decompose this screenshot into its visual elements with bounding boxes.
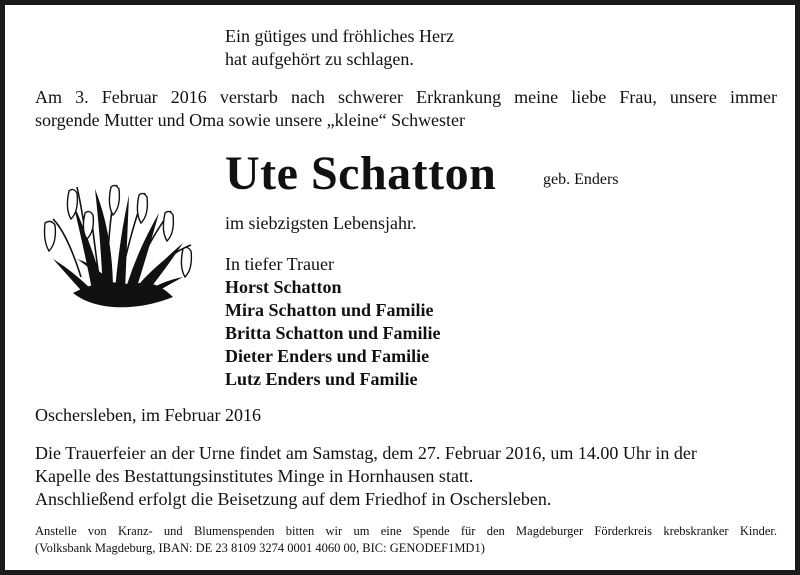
funeral-details [35, 442, 697, 511]
funeral-line-3: Anschließend erfolgt die Beisetzung auf dem Friedhof in Oschersleben. [35, 489, 552, 509]
mourner-name: Lutz Enders und Familie [225, 369, 418, 389]
mourners-header: In tiefer Trauer [225, 254, 334, 274]
mourner-name: Mira Schatton und Familie [225, 300, 434, 320]
mourner-name: Dieter Enders und Familie [225, 346, 430, 366]
deceased-name: Ute Schatton [225, 147, 497, 200]
intro-verse [225, 25, 454, 71]
birth-name: geb. Enders [543, 171, 619, 188]
snowdrop-flowers-icon [33, 173, 201, 313]
mourner-name: Horst Schatton [225, 277, 342, 297]
announcement-line-2: sorgende Mutter und Oma sowie unsere „kleine“ Schwester [35, 110, 466, 130]
donation-line-1: Anstelle von Kranz- und Blumenspenden bitten wir um eine Spende für den Magdeburger Förderkreis krebskranker Kinder. [35, 524, 777, 538]
intro-line-2: hat aufgehört zu schlagen. [225, 49, 414, 69]
age-text: im siebzigsten Lebensjahr. [225, 213, 417, 233]
mourner-name: Britta Schatton und Familie [225, 323, 441, 343]
place-date: Oschersleben, im Februar 2016 [35, 405, 261, 425]
funeral-line-1: Die Trauerfeier an der Urne findet am Samstag, dem 27. Februar 2016, um 14.00 Uhr in der [35, 443, 697, 463]
donation-request [35, 523, 777, 557]
funeral-line-2: Kapelle des Bestattungsinstitutes Minge in Hornhausen statt. [35, 466, 474, 486]
announcement-line-1: Am 3. Februar 2016 verstarb nach schwerer Erkrankung meine liebe Frau, unsere immer [35, 87, 777, 107]
donation-line-2: (Volksbank Magdeburg, IBAN: DE 23 8109 3274 0001 4060 00, BIC: GENODEF1MD1) [35, 541, 485, 555]
intro-line-1: Ein gütiges und fröhliches Herz [225, 26, 454, 46]
mourners-block [225, 253, 441, 391]
death-announcement [35, 86, 777, 132]
